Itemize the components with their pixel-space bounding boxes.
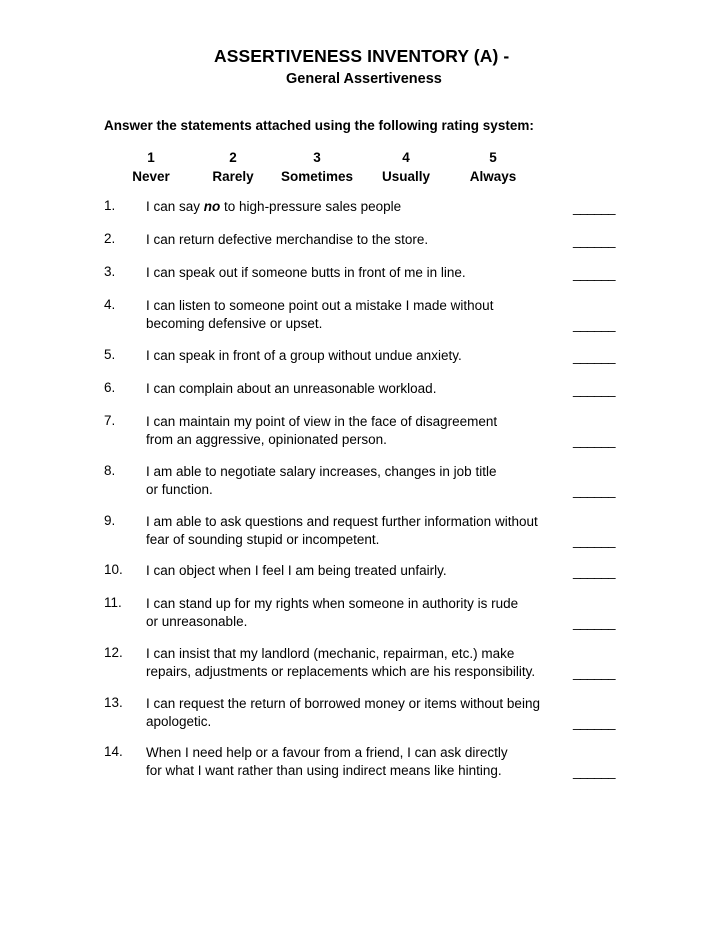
- statement-line-2: apologetic.: [146, 713, 212, 729]
- statement-text: [146, 562, 566, 580]
- statement-line-2: for what I want rather than using indirect means like hinting.: [146, 762, 502, 778]
- scale-number: 2: [229, 150, 237, 165]
- answer-blank[interactable]: ______: [573, 615, 616, 630]
- statement-text-part: I can return defective merchandise to the store.: [146, 232, 429, 247]
- scale-label: Always: [469, 169, 517, 184]
- statement-line-1: [146, 347, 566, 365]
- statement-number: 1.: [104, 198, 116, 213]
- scale-number: 5: [489, 150, 497, 165]
- statement-line-2: or unreasonable.: [146, 613, 248, 629]
- statement-number: 13.: [104, 695, 123, 710]
- statement-text-part: I can object when I feel I am being treated unfairly.: [146, 563, 447, 578]
- scale-item-1: [106, 148, 196, 186]
- statement-text: [146, 297, 566, 332]
- statement-number: 4.: [104, 297, 116, 312]
- statement-text-part: I can request the return of borrowed money or items without being: [146, 696, 540, 711]
- scale-number: 4: [402, 150, 410, 165]
- statement-number: 2.: [104, 231, 116, 246]
- statement-line-1: [146, 413, 566, 431]
- statement-text-part: I can speak out if someone butts in front of me in line.: [146, 265, 466, 280]
- statement-text: [146, 231, 566, 249]
- scale-label: Sometimes: [280, 169, 354, 184]
- statement-number: 3.: [104, 264, 116, 279]
- statement-text-part: I can say: [146, 199, 204, 214]
- statement-text: [146, 695, 566, 730]
- answer-blank[interactable]: ______: [573, 665, 616, 680]
- scale-item-4: [361, 148, 451, 186]
- statement-text: [146, 264, 566, 282]
- statement-text-part: I can insist that my landlord (mechanic, repairman, etc.) make: [146, 646, 515, 661]
- statement-text: [146, 198, 566, 216]
- statement-text-part: I am able to ask questions and request further information without: [146, 514, 538, 529]
- statement-line-1: [146, 562, 566, 580]
- statement-text: [146, 513, 566, 548]
- answer-blank[interactable]: ______: [573, 533, 616, 548]
- answer-blank[interactable]: ______: [573, 483, 616, 498]
- statement-line-1: [146, 264, 566, 282]
- statement-text-part: I can listen to someone point out a mistake I made without: [146, 298, 494, 313]
- statement-text-part: I can complain about an unreasonable workload.: [146, 381, 437, 396]
- scale-number: 1: [147, 150, 155, 165]
- answer-blank[interactable]: ______: [573, 349, 616, 364]
- scale-number: 3: [313, 150, 321, 165]
- statement-line-1: [146, 595, 566, 613]
- answer-blank[interactable]: ______: [573, 266, 616, 281]
- statement-number: 8.: [104, 463, 116, 478]
- answer-blank[interactable]: ______: [573, 317, 616, 332]
- statement-line-2: becoming defensive or upset.: [146, 315, 323, 331]
- answer-blank[interactable]: ______: [573, 382, 616, 397]
- scale-label: Rarely: [212, 169, 254, 184]
- statement-line-1: [146, 380, 566, 398]
- instructions: Answer the statements attached using the following rating system:: [104, 118, 534, 133]
- statement-text-part: I can maintain my point of view in the face of disagreement: [146, 414, 498, 429]
- statement-emphasis: no: [203, 199, 221, 214]
- statement-line-1: [146, 513, 566, 531]
- scale-item-2: [188, 148, 278, 186]
- answer-blank[interactable]: ______: [573, 200, 616, 215]
- statement-number: 11.: [104, 595, 122, 610]
- statement-text: [146, 463, 566, 498]
- scale-item-5: [448, 148, 538, 186]
- scale-label: Usually: [381, 169, 431, 184]
- statement-number: 14.: [104, 744, 123, 759]
- statement-text: [146, 744, 566, 779]
- answer-blank[interactable]: ______: [573, 233, 616, 248]
- statement-text: [146, 645, 566, 680]
- statement-line-1: [146, 198, 566, 216]
- statement-line-2: or function.: [146, 481, 213, 497]
- statement-text: [146, 595, 566, 630]
- answer-blank[interactable]: ______: [573, 433, 616, 448]
- statement-line-2: fear of sounding stupid or incompetent.: [146, 531, 380, 547]
- statement-text: [146, 380, 566, 398]
- scale-label: Never: [132, 169, 170, 184]
- answer-blank[interactable]: ______: [573, 764, 616, 779]
- statement-number: 5.: [104, 347, 116, 362]
- statement-number: 7.: [104, 413, 116, 428]
- statement-number: 12.: [104, 645, 123, 660]
- statement-text-part: When I need help or a favour from a friend, I can ask directly: [146, 745, 508, 760]
- statement-text: [146, 413, 566, 448]
- answer-blank[interactable]: ______: [573, 564, 616, 579]
- scale-item-3: [272, 148, 362, 186]
- statement-text: [146, 347, 566, 365]
- statement-text-part: I can speak in front of a group without undue anxiety.: [146, 348, 462, 363]
- statement-text-part: I am able to negotiate salary increases, changes in job title: [146, 464, 497, 479]
- statement-text-part: to high-pressure sales people: [220, 199, 402, 214]
- statement-text-part: I can stand up for my rights when someone in authority is rude: [146, 596, 519, 611]
- statement-line-2: from an aggressive, opinionated person.: [146, 431, 387, 447]
- rating-scale: [0, 148, 728, 188]
- inventory-subtitle: General Assertiveness: [286, 71, 442, 87]
- statement-number: 9.: [104, 513, 116, 528]
- statement-number: 6.: [104, 380, 116, 395]
- statement-line-1: [146, 645, 566, 663]
- answer-blank[interactable]: ______: [573, 715, 616, 730]
- statement-line-1: [146, 695, 566, 713]
- statement-line-1: [146, 463, 566, 481]
- title-text: ASSERTIVENESS INVENTORY (A) -: [214, 46, 510, 66]
- statement-line-1: [146, 744, 566, 762]
- statement-number: 10.: [104, 562, 123, 577]
- statement-line-1: [146, 297, 566, 315]
- statement-line-1: [146, 231, 566, 249]
- statement-line-2: repairs, adjustments or replacements which are his responsibility.: [146, 663, 536, 679]
